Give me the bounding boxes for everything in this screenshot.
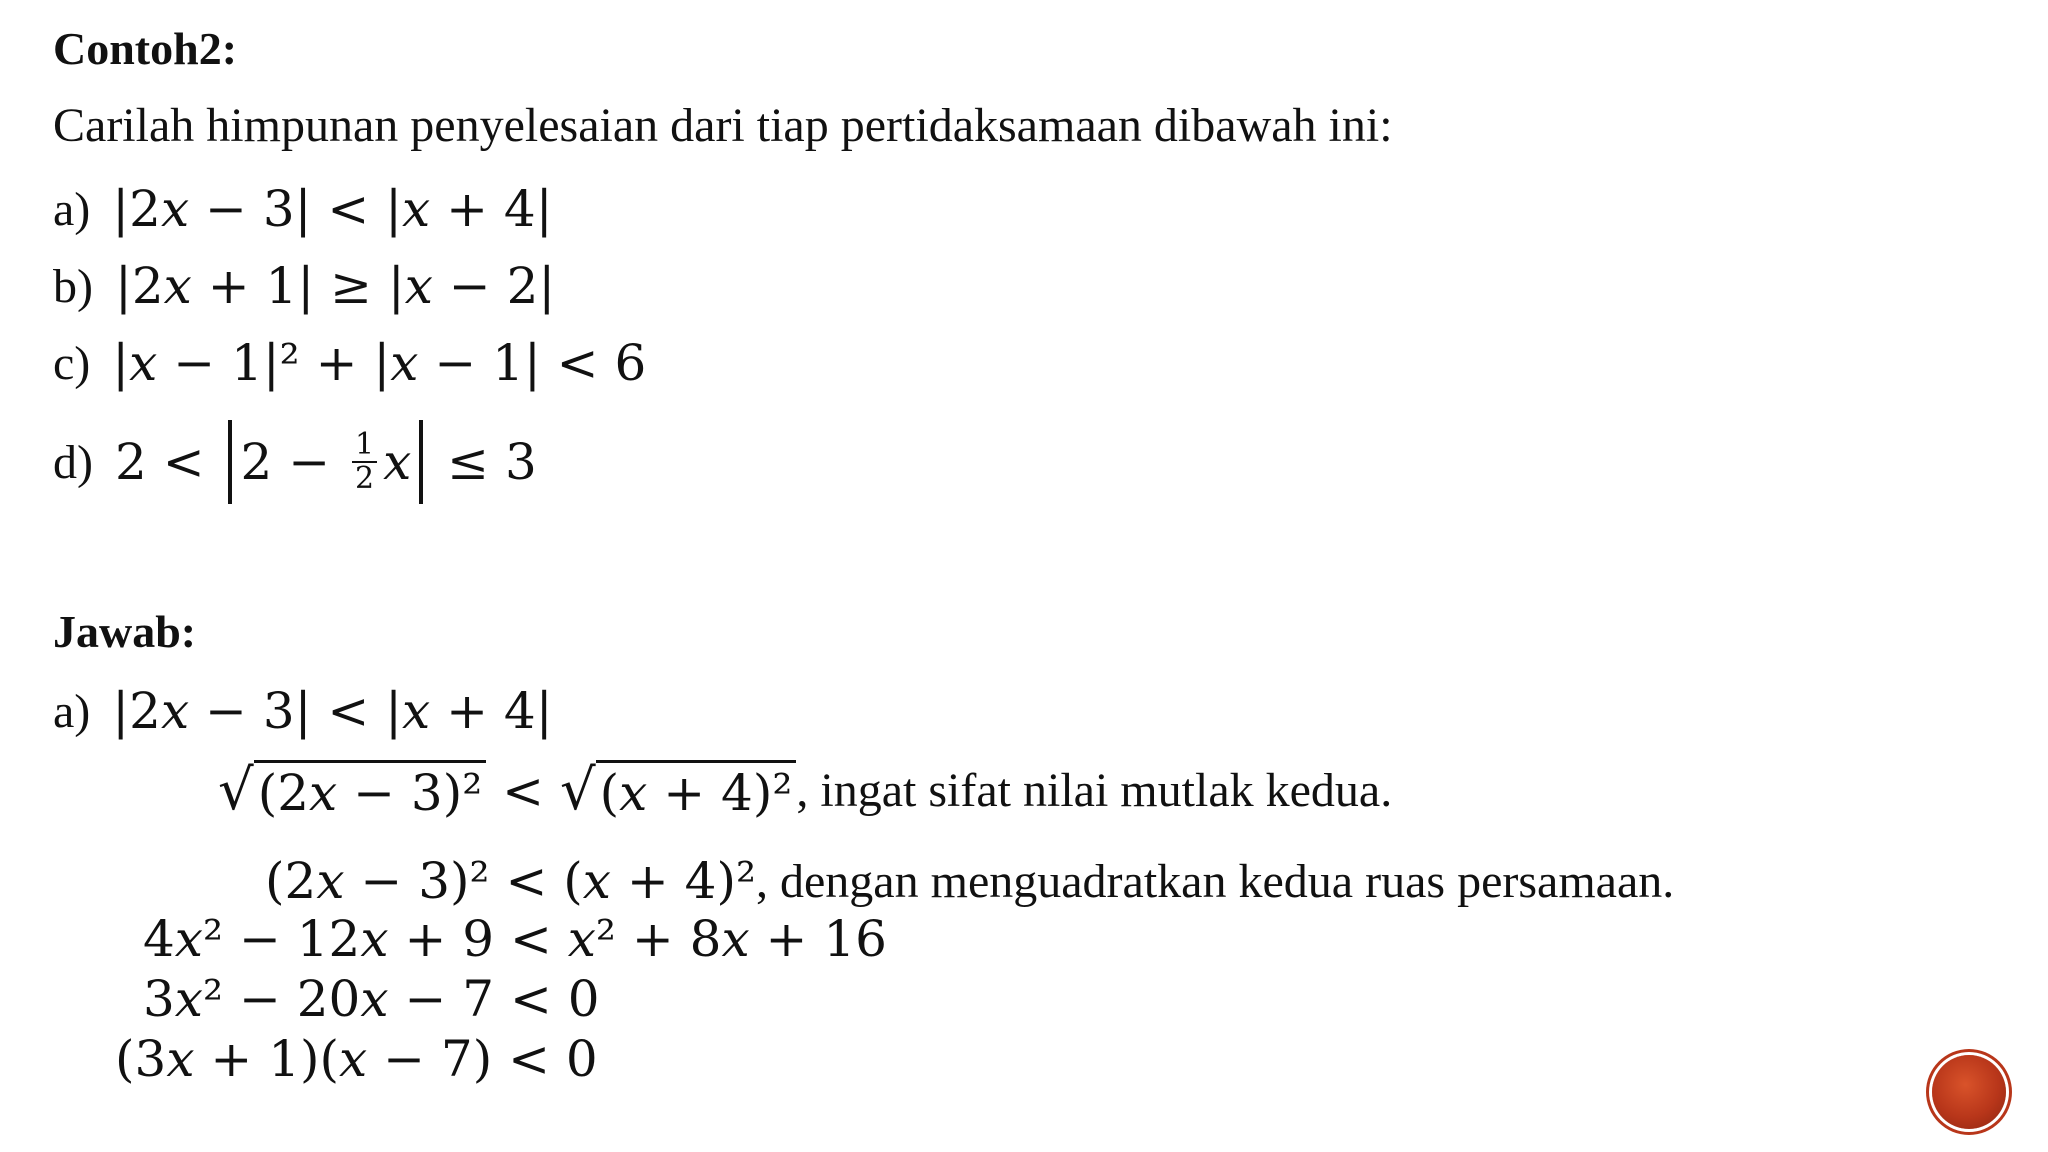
fraction-numerator: 1	[352, 429, 377, 463]
problem-c	[53, 334, 646, 392]
step-squared-note: , dengan menguadratkan kedua ruas persamaan.	[756, 854, 1675, 908]
problem-d-inner-start: 2 −	[240, 433, 346, 491]
step-squared	[265, 852, 1674, 910]
sqrt-left-radicand: (2𝑥 − 3)²	[254, 760, 487, 821]
problem-c-expression: |𝑥 − 1|² + |𝑥 − 1| < 6	[112, 334, 647, 392]
sqrt-icon: √	[559, 758, 596, 823]
sqrt-right-radicand: (𝑥 + 4)²	[596, 760, 797, 821]
fraction-one-half	[352, 429, 377, 495]
sqrt-icon: √	[218, 758, 254, 823]
step-expanded	[143, 910, 887, 968]
problem-a	[53, 180, 553, 238]
problem-b-expression: |2𝑥 + 1| ≥ |𝑥 − 2|	[114, 257, 556, 315]
problem-d	[53, 420, 537, 504]
problem-a-expression: |2𝑥 − 3| < |𝑥 + 4|	[112, 180, 553, 238]
problem-c-label: c)	[53, 336, 91, 390]
step-sqrt-operator: <	[486, 761, 560, 820]
step-sqrt	[218, 760, 1392, 821]
problem-d-left: 2 <	[114, 433, 221, 491]
step-factored	[115, 1030, 598, 1088]
step-simplified	[143, 970, 600, 1028]
step-factored-math: (3𝑥 + 1)(𝑥 − 7) < 0	[115, 1030, 598, 1088]
sqrt-right	[560, 760, 796, 821]
answer-a-statement: |2𝑥 − 3| < |𝑥 + 4|	[112, 682, 553, 740]
problem-a-label: a)	[53, 182, 91, 236]
sqrt-left	[218, 760, 486, 821]
next-slide-button-icon[interactable]	[1932, 1055, 2006, 1129]
answer-a-label: a)	[53, 684, 91, 738]
answer-a	[53, 682, 553, 740]
abs-bar-right	[419, 420, 423, 504]
problem-d-inner-end: 𝑥	[383, 433, 412, 491]
example-title: Contoh2:	[53, 23, 238, 74]
problem-d-right: ≤ 3	[431, 433, 537, 491]
fraction-denominator: 2	[354, 461, 375, 496]
abs-bar-left	[228, 420, 232, 504]
step-squared-math: (2𝑥 − 3)² < (𝑥 + 4)²	[265, 852, 756, 910]
step-simplified-math: 3𝑥² − 20𝑥 − 7 < 0	[143, 970, 600, 1028]
problem-d-label: d)	[53, 435, 93, 489]
instruction-text: Carilah himpunan penyelesaian dari tiap pertidaksamaan dibawah ini:	[53, 99, 1393, 152]
answer-title: Jawab:	[53, 606, 197, 657]
step-expanded-math: 4𝑥² − 12𝑥 + 9 < 𝑥² + 8𝑥 + 16	[143, 910, 887, 968]
step-sqrt-note: , ingat sifat nilai mutlak kedua.	[796, 764, 1393, 817]
problem-b	[53, 257, 555, 315]
problem-b-label: b)	[53, 259, 93, 313]
